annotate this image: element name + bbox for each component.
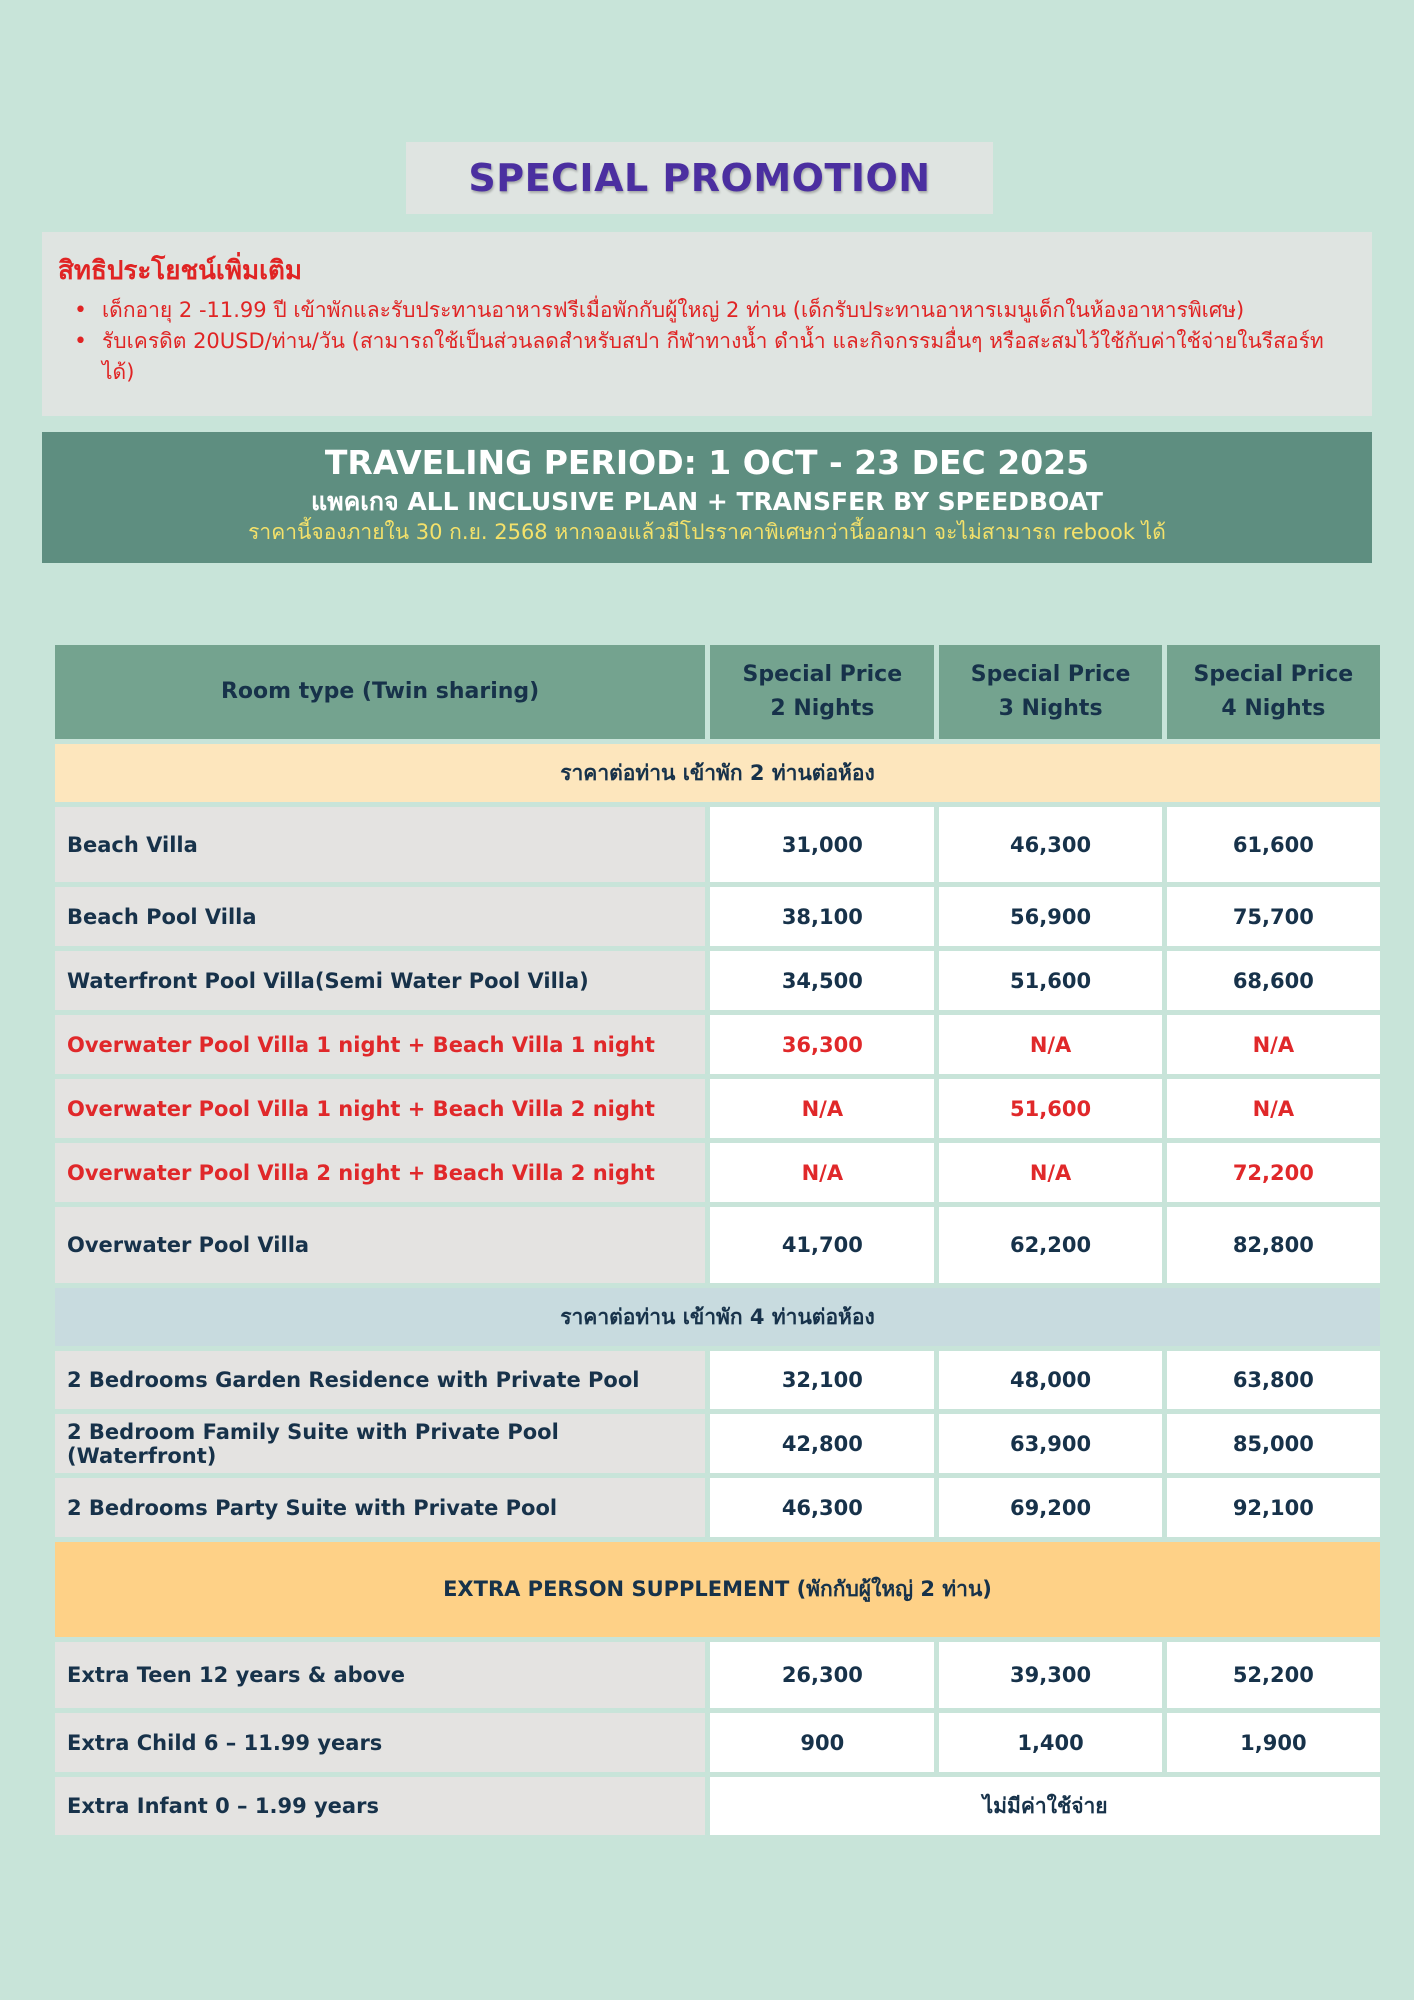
price-3-nights: N/A <box>939 1143 1161 1202</box>
price-3-nights: 56,900 <box>939 887 1161 946</box>
header-label: Special Price <box>970 662 1131 687</box>
package-name: แพคเกจ ALL INCLUSIVE PLAN + TRANSFER BY SPEEDBOAT <box>310 487 1103 516</box>
price-table <box>50 640 1385 1840</box>
price-2-nights: 46,300 <box>710 1478 934 1537</box>
price-2-nights: 42,800 <box>710 1414 934 1473</box>
promo-title-box <box>406 142 993 214</box>
price-4-nights: 1,900 <box>1167 1713 1380 1772</box>
room-name: Extra Infant 0 – 1.99 years <box>55 1777 705 1835</box>
table-row <box>55 1351 1380 1409</box>
price-2-nights: N/A <box>710 1079 934 1138</box>
room-name: 2 Bedrooms Party Suite with Private Pool <box>55 1478 705 1537</box>
no-charge-label: ไม่มีค่าใช้จ่าย <box>710 1777 1380 1835</box>
section-row <box>55 1288 1380 1346</box>
price-3-nights: 69,200 <box>939 1478 1161 1537</box>
table-row <box>55 1207 1380 1283</box>
price-2-nights: 32,100 <box>710 1351 934 1409</box>
room-name: Extra Child 6 – 11.99 years <box>55 1713 705 1772</box>
table-row <box>55 1015 1380 1074</box>
benefits-list <box>58 295 1356 388</box>
price-2-nights: 34,500 <box>710 951 934 1010</box>
traveling-period-banner <box>42 432 1372 563</box>
table-row <box>55 1777 1380 1835</box>
table-header-row <box>55 645 1380 739</box>
price-2-nights: 31,000 <box>710 807 934 882</box>
header-label: Special Price <box>742 662 903 687</box>
price-4-nights: 82,800 <box>1167 1207 1380 1283</box>
price-3-nights: 51,600 <box>939 951 1161 1010</box>
header-room-type: Room type (Twin sharing) <box>55 645 705 739</box>
traveling-period: TRAVELING PERIOD: 1 OCT - 23 DEC 2025 <box>324 443 1090 482</box>
benefit-text: รับเครดิต 20USD/ท่าน/วัน (สามารถใช้เป็นส่วนลดสำหรับสปา กีฬาทางน้ำ ดำน้ำ และกิจกรรมอื่นๆ หรือสะสมไว้ใช้กับค่าใช้จ่ายในรีสอร์ทได้) <box>102 329 1324 384</box>
section-extra-person: EXTRA PERSON SUPPLEMENT (พักกับผู้ใหญ่ 2 ท่าน) <box>55 1542 1380 1637</box>
price-3-nights: 62,200 <box>939 1207 1161 1283</box>
price-2-nights: 26,300 <box>710 1642 934 1708</box>
room-name: Waterfront Pool Villa(Semi Water Pool Villa) <box>55 951 705 1010</box>
section-4-guests: ราคาต่อท่าน เข้าพัก 4 ท่านต่อห้อง <box>55 1288 1380 1346</box>
price-4-nights: 52,200 <box>1167 1642 1380 1708</box>
price-4-nights: N/A <box>1167 1015 1380 1074</box>
price-4-nights: 72,200 <box>1167 1143 1380 1202</box>
price-4-nights: 63,800 <box>1167 1351 1380 1409</box>
bullet-icon: • <box>74 329 87 354</box>
benefit-item <box>58 295 1356 326</box>
header-label: Special Price <box>1193 662 1354 687</box>
benefits-heading: สิทธิประโยชน์เพิ่มเติม <box>58 256 303 286</box>
header-3-nights <box>939 645 1161 739</box>
table-row <box>55 1478 1380 1537</box>
price-4-nights: 92,100 <box>1167 1478 1380 1537</box>
room-name: Extra Teen 12 years & above <box>55 1642 705 1708</box>
table-row <box>55 1143 1380 1202</box>
header-4-nights <box>1167 645 1380 739</box>
price-2-nights: 36,300 <box>710 1015 934 1074</box>
room-name: 2 Bedroom Family Suite with Private Pool (Waterfront) <box>55 1414 705 1473</box>
table-row <box>55 1713 1380 1772</box>
booking-condition: ราคานี้จองภายใน 30 ก.ย. 2568 หากจองแล้วมีโปรราคาพิเศษกว่านี้ออกมา จะไม่สามารถ rebook ได้ <box>248 520 1166 544</box>
header-label: 2 Nights <box>770 696 875 721</box>
room-name: Beach Villa <box>55 807 705 882</box>
price-4-nights: 68,600 <box>1167 951 1380 1010</box>
benefits-box <box>42 232 1372 416</box>
header-label: 3 Nights <box>998 696 1103 721</box>
room-name: Overwater Pool Villa 2 night + Beach Villa 2 night <box>55 1143 705 1202</box>
bullet-icon: • <box>74 298 87 323</box>
room-name: Overwater Pool Villa 1 night + Beach Villa 2 night <box>55 1079 705 1138</box>
price-2-nights: N/A <box>710 1143 934 1202</box>
price-4-nights: 75,700 <box>1167 887 1380 946</box>
section-row <box>55 1542 1380 1637</box>
price-3-nights: 51,600 <box>939 1079 1161 1138</box>
room-name: 2 Bedrooms Garden Residence with Private Pool <box>55 1351 705 1409</box>
benefit-item <box>58 326 1356 388</box>
price-2-nights: 38,100 <box>710 887 934 946</box>
table-row <box>55 1642 1380 1708</box>
price-3-nights: 1,400 <box>939 1713 1161 1772</box>
table-row <box>55 1414 1380 1473</box>
header-2-nights <box>710 645 934 739</box>
price-2-nights: 41,700 <box>710 1207 934 1283</box>
price-3-nights: 48,000 <box>939 1351 1161 1409</box>
table-row <box>55 807 1380 882</box>
benefit-text: เด็กอายุ 2 -11.99 ปี เข้าพักและรับประทานอาหารฟรีเมื่อพักกับผู้ใหญ่ 2 ท่าน (เด็กรับประทานอาหารเมนูเด็กในห้องอาหารพิเศษ) <box>102 298 1245 322</box>
table-row <box>55 951 1380 1010</box>
page-title: SPECIAL PROMOTION <box>468 156 931 200</box>
room-name: Beach Pool Villa <box>55 887 705 946</box>
price-2-nights: 900 <box>710 1713 934 1772</box>
price-4-nights: 61,600 <box>1167 807 1380 882</box>
price-3-nights: 39,300 <box>939 1642 1161 1708</box>
price-3-nights: 46,300 <box>939 807 1161 882</box>
price-4-nights: 85,000 <box>1167 1414 1380 1473</box>
room-name: Overwater Pool Villa 1 night + Beach Villa 1 night <box>55 1015 705 1074</box>
price-4-nights: N/A <box>1167 1079 1380 1138</box>
section-2-guests: ราคาต่อท่าน เข้าพัก 2 ท่านต่อห้อง <box>55 744 1380 802</box>
room-name: Overwater Pool Villa <box>55 1207 705 1283</box>
table-row <box>55 887 1380 946</box>
section-row <box>55 744 1380 802</box>
header-label: 4 Nights <box>1221 696 1326 721</box>
price-3-nights: N/A <box>939 1015 1161 1074</box>
table-row <box>55 1079 1380 1138</box>
price-3-nights: 63,900 <box>939 1414 1161 1473</box>
